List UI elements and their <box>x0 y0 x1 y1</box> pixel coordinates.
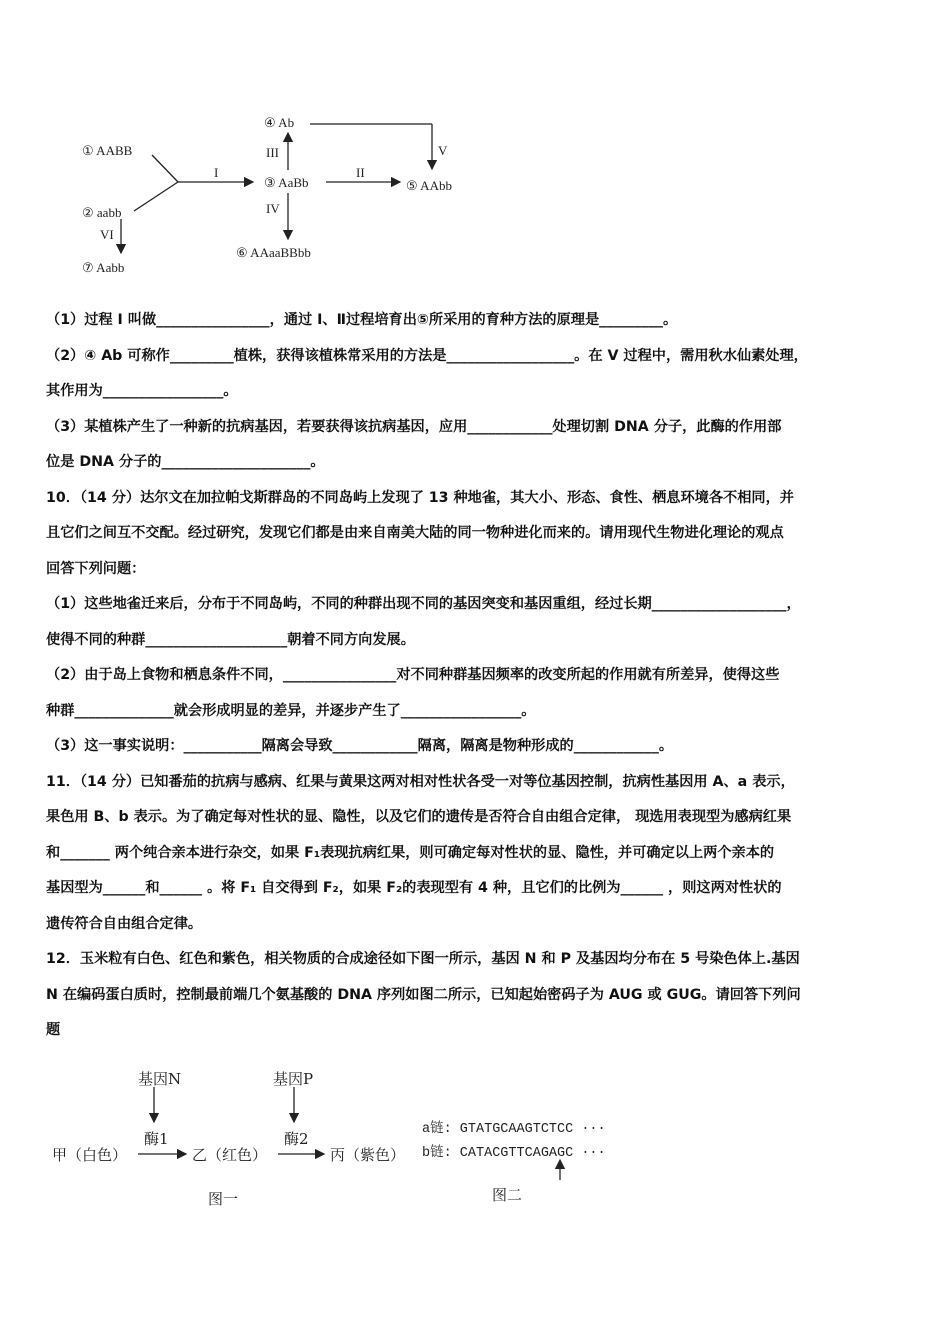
label-III: III <box>266 145 279 160</box>
substance-jia: 甲（白色） <box>52 1146 128 1164</box>
breeding-diagram <box>70 105 490 285</box>
label-V: V <box>438 143 448 158</box>
chain-a-sequence: a链: GTATGCAAGTCTCC ··· <box>422 1122 606 1137</box>
node-3: ③ AaBb <box>264 175 309 190</box>
text-line: 12．玉米粒有白色、红色和紫色，相关物质的合成途径如下图一所示，基因 N 和 P 及基因均分布在 5 号染色体上.基因 <box>46 951 800 967</box>
text-line: 题 <box>46 1022 61 1038</box>
enzyme2-label: 酶2 <box>284 1130 309 1148</box>
text-line: （2）④ Ab 可称作_________植株，获得该植株常采用的方法是__________________。在 V 过程中，需用秋水仙素处理， <box>46 347 808 364</box>
gene-p-label: 基因P <box>273 1070 314 1088</box>
node-7: ⑦ Aabb <box>82 260 125 275</box>
label-IV: IV <box>266 201 280 216</box>
line-1-to-join <box>152 155 178 182</box>
text-line: （3）这一事实说明：___________隔离会导致____________隔离，隔离是物种形成的____________。 <box>46 738 674 754</box>
chain-b-sequence: b链: CATACGTTCAGAGC ··· <box>422 1146 606 1161</box>
text-line: 11．（14 分）已知番茄的抗病与感病、红果与黄果这两对相对性状各受一对等位基因控制，抗病性基因用 A、a 表示， <box>46 773 795 790</box>
text-line: （2）由于岛上食物和栖息条件不同，________________对不同种群基因频率的改变所起的作用就有所差异，使得这些 <box>46 667 780 683</box>
question-text <box>46 303 908 1049</box>
label-I: I <box>214 165 219 180</box>
text-line: 回答下列问题： <box>46 560 146 577</box>
text-line: 位是 DNA 分子的_____________________。 <box>46 454 325 470</box>
text-line: （1）这些地雀迁来后，分布于不同岛屿，不同的种群出现不同的基因突变和基因重组，经过长期___________________， <box>46 596 801 612</box>
label-II: II <box>356 165 365 180</box>
pathway-figures <box>40 1060 640 1220</box>
substance-yi: 乙（红色） <box>192 1146 268 1164</box>
gene-n-label: 基因N <box>138 1070 182 1088</box>
substance-bing: 丙（紫色） <box>330 1146 406 1164</box>
text-line: 基因型为______和______ 。将 F₁ 自交得到 F₂，如果 F₂的表现型有 4 种，且它们的比例为______ ，则这两对性状的 <box>46 880 782 896</box>
node-1: ① AABB <box>82 143 133 158</box>
text-line: （3）某植株产生了一种新的抗病基因，若要获得该抗病基因，应用____________处理切割 DNA 分子，此酶的作用部 <box>46 418 782 435</box>
figure2-caption: 图二 <box>492 1186 523 1204</box>
text-line: N 在编码蛋白质时，控制最前端几个氨基酸的 DNA 序列如图二所示，已知起始密码子为 AUG 或 GUG。请回答下列问 <box>46 986 801 1003</box>
text-line: 果色用 B、b 表示。为了确定每对性状的显、隐性，以及它们的遗传是否符合自由组合定律， 现选用表现型为感病红果 <box>46 809 792 825</box>
text-line: 使得不同的种群____________________朝着不同方向发展。 <box>46 631 415 648</box>
figure1-caption: 图一 <box>208 1190 239 1208</box>
node-6: ⑥ AAaaBBbb <box>236 245 311 260</box>
enzyme1-label: 酶1 <box>144 1130 169 1148</box>
label-VI: VI <box>100 227 114 242</box>
node-4: ④ Ab <box>264 115 295 130</box>
text-line: 和_______ 两个纯合亲本进行杂交，如果 F₁表现抗病红果，则可确定每对性状的显、隐性，并可确定以上两个亲本的 <box>46 844 775 861</box>
text-line: 10．（14 分）达尔文在加拉帕戈斯群岛的不同岛屿上发现了 13 种地雀，其大小、形态、食性、栖息环境各不相同，并 <box>46 489 794 506</box>
text-line: 且它们之间互不交配。经过研究，发现它们都是由来自南美大陆的同一物种进化而来的。请用现代生物进化理论的观点 <box>46 525 784 541</box>
node-5: ⑤ AAbb <box>406 178 452 193</box>
text-line: （1）过程 I 叫做________________，通过 I、Ⅱ过程培育出⑤所采用的育种方法的原理是_________。 <box>46 312 678 328</box>
text-line: 种群______________就会形成明显的差异，并逐步产生了_________________。 <box>46 702 536 719</box>
text-line: 遗传符合自由组合定律。 <box>46 915 203 932</box>
text-line: 其作用为_________________。 <box>46 383 238 399</box>
node-2: ② aabb <box>82 205 122 220</box>
line-2-to-join <box>134 182 178 211</box>
